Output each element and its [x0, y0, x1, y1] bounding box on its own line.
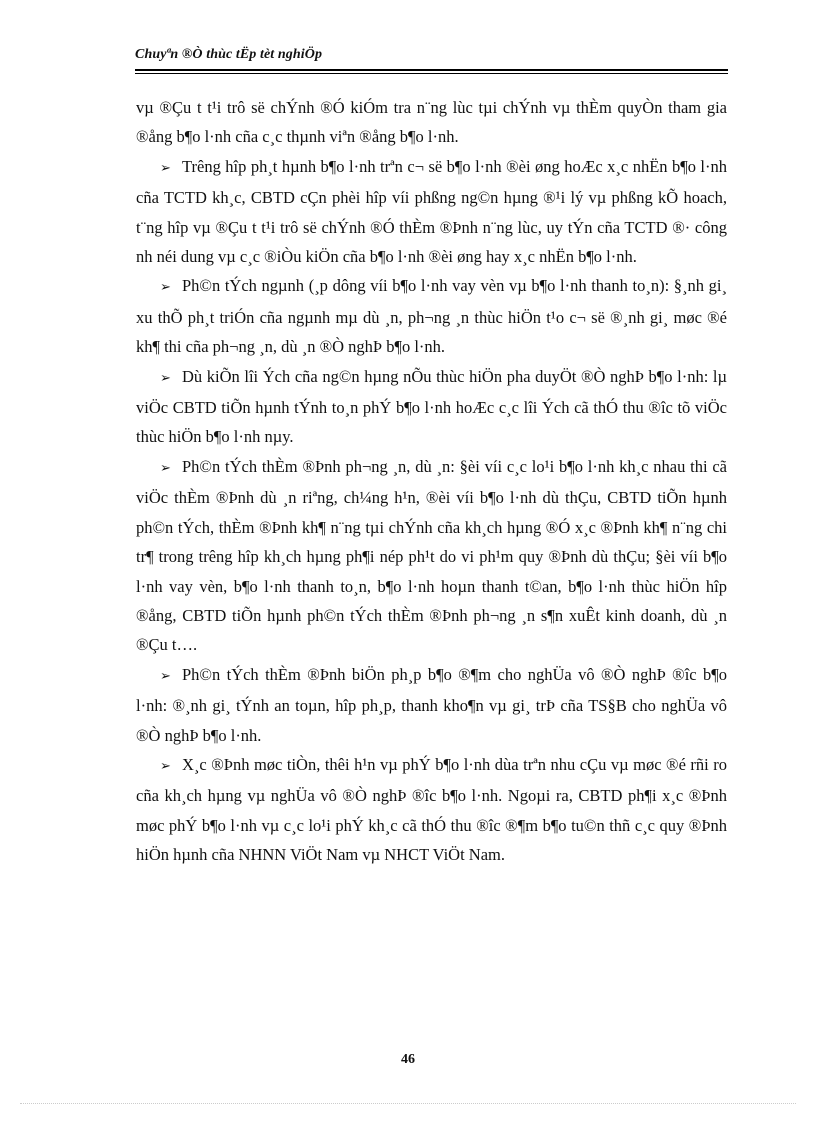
page-number: 46: [401, 1052, 415, 1067]
arrow-bullet-icon: ➢: [160, 370, 171, 386]
paragraph: vµ ®Çu t t¹i trô së chÝnh ®Ó kiÓm tra n¨ng lùc tµi chÝnh vµ thÈm quyÒn tham gia ®ång b¶o l·nh cña c¸c thµnh viªn ®ång b¶o l·nh.: [136, 98, 727, 147]
arrow-bullet-icon: ➢: [160, 668, 171, 684]
bullet-paragraph: ➢ Ph©n tÝch thÈm ®Þnh ph¬ng ¸n, dù ¸n: §èi víi c¸c lo¹i b¶o l·nh kh¸c nhau thi cã viÖc thÈm ®Þnh dù ¸n riªng, ch¼ng h¹n, ®èi víi b¶o l·nh dù thÇu, CBTD tiÕn hµnh ph©n tÝch, thÈm ®Þnh kh¶ n¨ng tµi chÝnh cña kh¸ch hµng ®Ó x¸c ®Þnh kh¶ n¨ng chi tr¶ trong trêng hîp kh¸ch hµng ph¶i nép ph¹t do vi ph¹m quy ®Þnh dù thÇu; §èi víi b¶o l·nh vay vèn, b¶o l·nh thanh to¸n, b¶o l·nh hoµn thanh t©an, b¶o l·nh thùc hiÖn hîp ®ång, CBTD tiÕn hµnh ph©n tÝch thÈm ®Þnh ph¬ng ¸n s¶n xuÊt kinh doanh, dù ¸n ®Çu t….: [136, 452, 727, 660]
arrow-bullet-icon: ➢: [160, 280, 171, 296]
bullet-paragraph: ➢ Trêng hîp ph¸t hµnh b¶o l·nh trªn c¬ së b¶o l·nh ®èi øng hoÆc x¸c nhËn b¶o l·nh cña TCTD kh¸c, CBTD cÇn phèi hîp víi phßng ng©n hµng ®¹i lý vµ phßng kÕ hoach, t¨ng hîp vµ ®Çu t t¹i trô së chÝnh ®Ó thÈm ®Þnh n¨ng lùc, uy tÝn cña TCTD ®· công nh néi dung vµ c¸c ®iÒu kiÖn cña b¶o l·nh ®èi øng hay x¸c nhËn b¶o l·nh.: [136, 152, 727, 272]
body-text: [136, 93, 727, 870]
bullet-paragraph: ➢ Ph©n tÝch thÈm ®Þnh biÖn ph¸p b¶o ®¶m cho nghÜa vô ®Ò nghÞ ®îc b¶o l·nh: ®¸nh gi¸ tÝnh an toµn, hîp ph¸p, thanh kho¶n vµ gi¸ trÞ cña TS§B cho nghÜa vô ®Ò nghÞ b¶o l·nh.: [136, 660, 727, 750]
bullet-paragraph: ➢ X¸c ®Þnh møc tiÒn, thêi h¹n vµ phÝ b¶o l·nh dùa trªn nhu cÇu vµ møc ®é rñi ro cña kh¸ch hµng vµ nghÜa vô ®Ò nghÞ ®îc b¶o l·nh. Ngoµi ra, CBTD ph¶i x¸c ®Þnh møc phÝ b¶o l·nh vµ c¸c lo¹i phÝ kh¸c cã thÓ thu ®îc ®¶m b¶o tu©n thñ c¸c quy ®Þnh hiÖn hµnh cña NHNN ViÖt Nam vµ NHCT ViÖt Nam.: [136, 750, 727, 870]
arrow-bullet-icon: ➢: [160, 758, 171, 774]
page-bottom-divider: [20, 1103, 796, 1104]
header-rule-thin: [135, 73, 728, 74]
header-rule-thick: [135, 69, 728, 71]
running-header: Chuyªn ®Ò thùc tËp tèt nghiÖp: [135, 47, 323, 62]
bullet-paragraph: ➢ Ph©n tÝch ngµnh (¸p dông víi b¶o l·nh vay vèn vµ b¶o l·nh thanh to¸n): §¸nh gi¸ xu thÕ ph¸t triÓn cña ngµnh mµ dù ¸n, ph¬ng ¸n thùc hiÖn t¹o c¬ së ®¸nh gi¸ møc ®é kh¶ thi cña ph¬ng ¸n, dù ¸n ®Ò nghÞ b¶o l·nh.: [136, 271, 727, 361]
bullet-paragraph: ➢ Dù kiÕn lîi Ých cña ng©n hµng nÕu thùc hiÖn pha duyÖt ®Ò nghÞ b¶o l·nh: lµ viÖc CBTD tiÕn hµnh tÝnh to¸n phÝ b¶o l·nh hoÆc c¸c lîi Ých cã thÓ thu ®îc tõ viÖc thùc hiÖn b¶o l·nh nµy.: [136, 362, 727, 452]
arrow-bullet-icon: ➢: [160, 460, 171, 476]
arrow-bullet-icon: ➢: [160, 160, 171, 176]
